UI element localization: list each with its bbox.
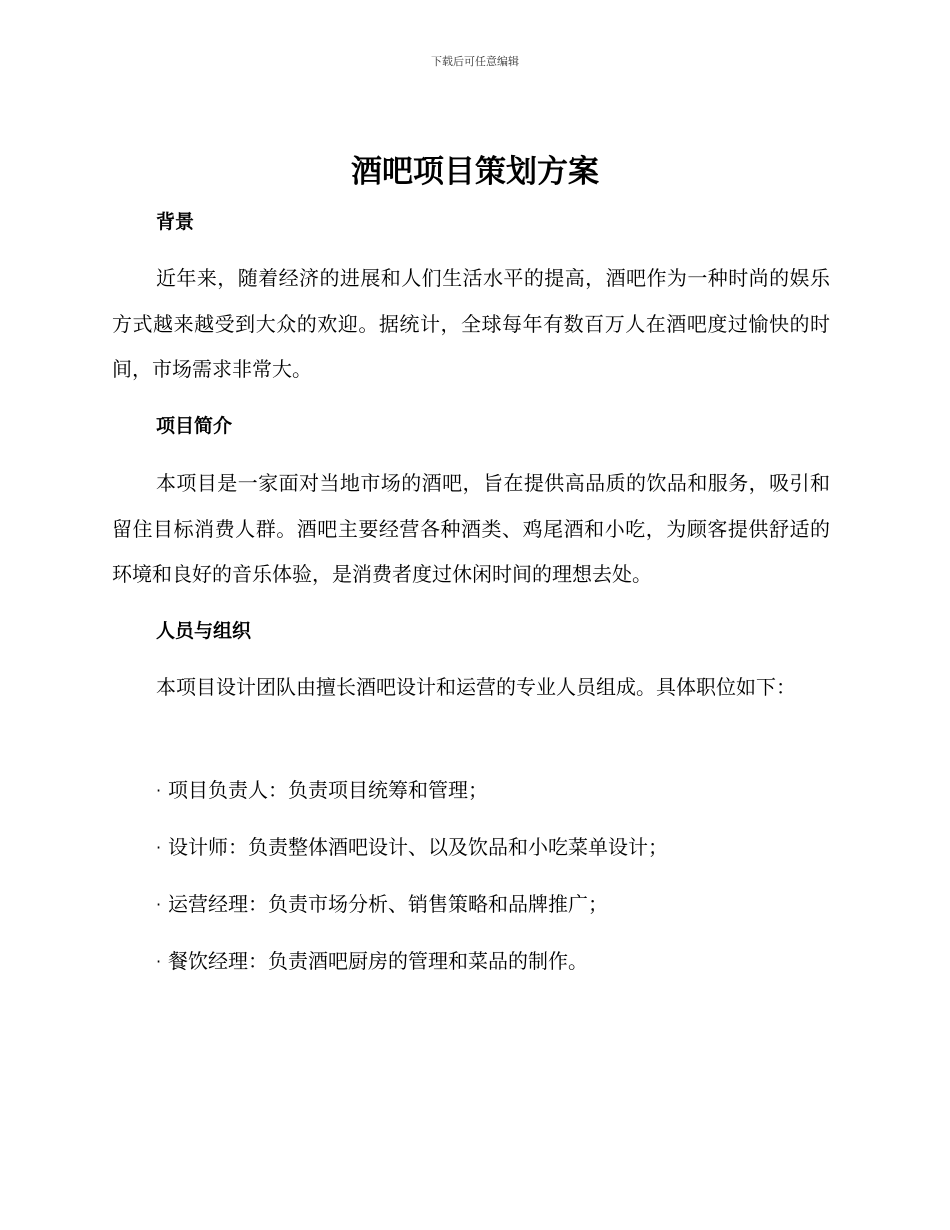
list-item-text: 设计师：负责整体酒吧设计、以及饮品和小吃菜单设计； [168,835,668,859]
staff-position-list [156,772,668,1000]
list-item [156,943,668,1000]
list-item-text: 运营经理：负责市场分析、销售策略和品牌推广； [168,892,608,916]
section-paragraph-staff-organization: 本项目设计团队由擅长酒吧设计和运营的专业人员组成。具体职位如下： [156,675,796,699]
bullet-icon: · [156,952,162,971]
document-title: 酒吧项目策划方案 [351,154,599,190]
list-item [156,829,668,886]
section-paragraph-project-intro: 本项目是一家面对当地市场的酒吧，旨在提供高品质的饮品和服务，吸引和留住目标消费人群。酒吧主要经营各种酒类、鸡尾酒和小吃，为顾客提供舒适的环境和良好的音乐体验，是消费者度过休闲时间的理想去处。 [112,471,830,586]
bullet-icon: · [156,838,162,857]
list-item [156,886,668,943]
page-header-note: 下载后可任意编辑 [431,55,519,68]
list-item-text: 项目负责人：负责项目统筹和管理； [168,778,488,802]
section-paragraph-background: 近年来，随着经济的进展和人们生活水平的提高，酒吧作为一种时尚的娱乐方式越来越受到大众的欢迎。据统计，全球每年有数百万人在酒吧度过愉快的时间，市场需求非常大。 [112,266,830,381]
bullet-icon: · [156,895,162,914]
section-heading-project-intro: 项目简介 [156,415,233,437]
bullet-icon: · [156,781,162,800]
list-item-text: 餐饮经理：负责酒吧厨房的管理和菜品的制作。 [168,949,588,973]
list-item [156,772,668,829]
section-heading-staff-organization: 人员与组织 [156,620,252,642]
section-heading-background: 背景 [156,211,195,233]
